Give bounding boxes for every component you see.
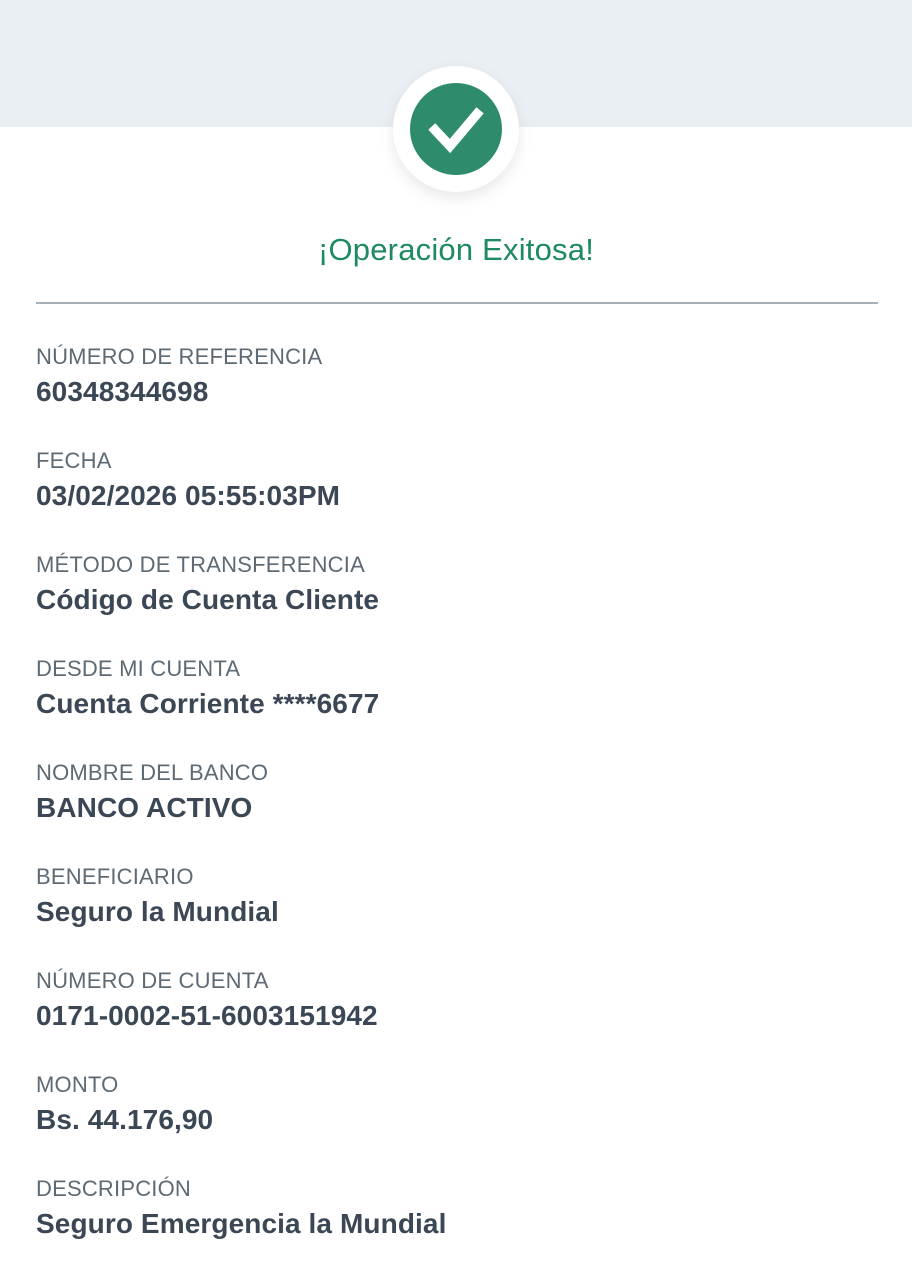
field-value: 03/02/2026 05:55:03PM <box>36 480 341 511</box>
field-value: Bs. 44.176,90 <box>36 1104 214 1135</box>
field-account-number <box>36 968 876 1032</box>
field-description <box>36 1176 876 1240</box>
field-label: NÚMERO DE CUENTA <box>36 968 269 993</box>
field-label: FECHA <box>36 448 112 473</box>
field-label: DESDE MI CUENTA <box>36 656 241 681</box>
field-value: BANCO ACTIVO <box>36 792 253 823</box>
field-transfer-method <box>36 552 876 616</box>
field-beneficiary <box>36 864 876 928</box>
divider <box>36 302 878 304</box>
field-label: NOMBRE DEL BANCO <box>36 760 269 785</box>
field-amount <box>36 1072 876 1136</box>
field-value: Seguro la Mundial <box>36 896 279 927</box>
field-bank-name <box>36 760 876 824</box>
receipt-fields <box>36 344 876 1280</box>
field-value: Cuenta Corriente ****6677 <box>36 688 380 719</box>
field-label: BENEFICIARIO <box>36 864 194 889</box>
field-reference-number <box>36 344 876 408</box>
field-value: Seguro Emergencia la Mundial <box>36 1208 447 1239</box>
success-circle <box>410 83 502 175</box>
field-date <box>36 448 876 512</box>
field-label: DESCRIPCIÓN <box>36 1176 191 1201</box>
field-value: Código de Cuenta Cliente <box>36 584 380 615</box>
success-badge <box>393 66 519 192</box>
field-label: MONTO <box>36 1072 119 1097</box>
field-label: MÉTODO DE TRANSFERENCIA <box>36 552 365 577</box>
check-icon <box>410 83 502 175</box>
field-label: NÚMERO DE REFERENCIA <box>36 344 323 369</box>
field-from-account <box>36 656 876 720</box>
page-title: ¡Operación Exitosa! <box>317 232 595 267</box>
field-value: 60348344698 <box>36 376 209 407</box>
field-value: 0171-0002-51-6003151942 <box>36 1000 378 1031</box>
